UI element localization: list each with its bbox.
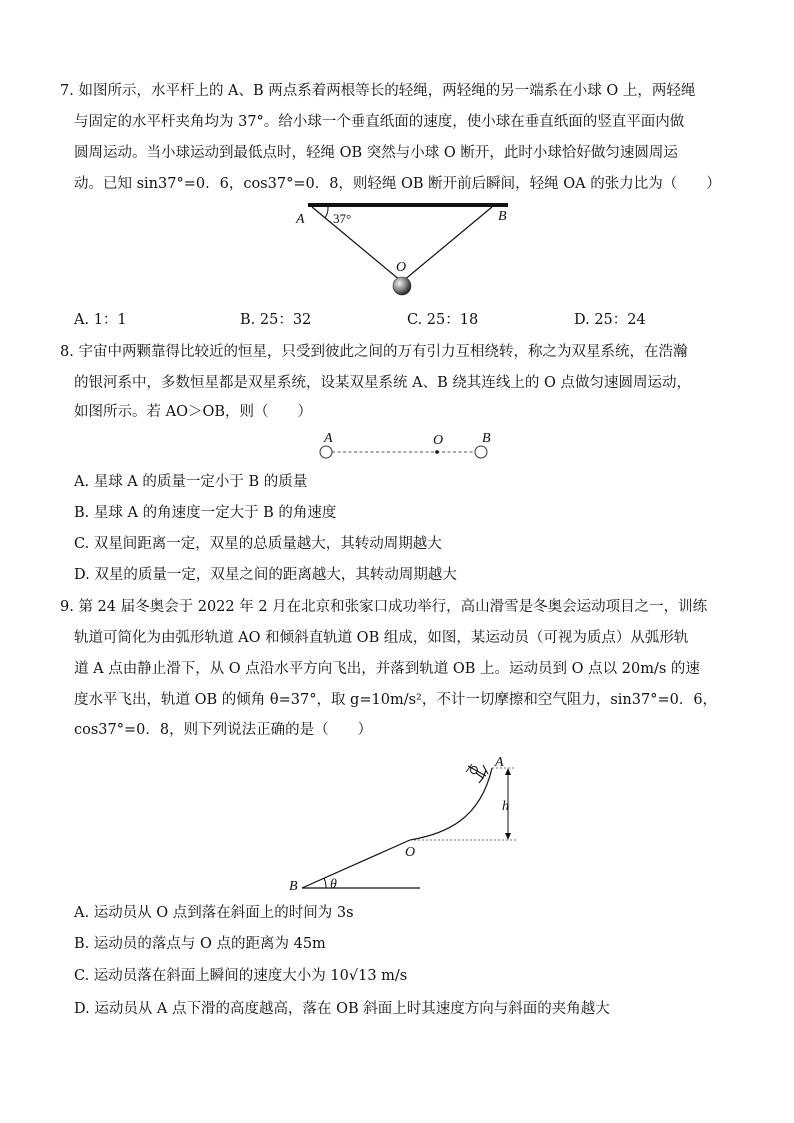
q9-line-4: 度水平飞出，轨道 OB 的倾角 θ=37°，取 g=10m/s²，不计一切摩擦和空气阻力，sin37°=0．6，: [74, 692, 718, 708]
q8-line-3: 如图所示。若 AO＞OB，则（ ）: [74, 404, 313, 420]
q9-line-5: cos37°=0．8，则下列说法正确的是（ ）: [74, 722, 373, 738]
q7-pendulum-figure: [280, 196, 530, 301]
angle-label: 37°: [333, 211, 352, 226]
q9-option-a: A. 运动员从 O 点到落在斜面上的时间为 3s: [74, 905, 354, 921]
center-o: [435, 450, 439, 454]
label-b: B: [289, 879, 298, 894]
q7-line-1: 7. 如图所示，水平杆上的 A、B 两点系着两根等长的轻绳，两轻绳的另一端系在小球 O 上，两轻绳: [60, 83, 696, 99]
label-a: A: [495, 755, 504, 770]
star-b: [475, 446, 487, 458]
q8-line-2: 的银河系中，多数恒星都是双星系统，设某双星系统 A、B 绕其连线上的 O 点做匀速圆周运动，: [74, 375, 691, 391]
label-o: O: [433, 433, 444, 448]
q9-option-c: C. 运动员落在斜面上瞬间的速度大小为 10√13 m/s: [74, 968, 408, 984]
q9-line-3: 道 A 点由静止滑下，从 O 点沿水平方向飞出，并落到轨道 OB 上。运动员到 O 点以 20m/s 的速: [74, 661, 700, 677]
q7-option-d: D. 25：24: [574, 312, 646, 328]
skier-icon: [466, 764, 488, 783]
q8-option-c: C. 双星间距离一定，双星的总质量越大，其转动周期越大: [74, 536, 442, 552]
q9-ski-track-figure: [280, 750, 540, 895]
q7-option-a: A. 1：1: [74, 312, 127, 328]
q8-option-b: B. 星球 A 的角速度一定大于 B 的角速度: [74, 505, 337, 521]
arrow-head-down: [505, 833, 511, 840]
q7-option-b: B. 25：32: [240, 312, 312, 328]
q7-line-3: 圆周运动。当小球运动到最低点时，轻绳 OB 突然与小球 O 断开，此时小球恰好做匀速圆周运: [74, 145, 678, 161]
label-a: A: [296, 212, 305, 227]
label-h: h: [502, 799, 509, 814]
q9-line-2: 轨道可简化为由弧形轨道 AO 和倾斜直轨道 OB 组成，如图，某运动员（可视为质点）从弧形轨: [74, 630, 689, 646]
q8-binary-star-figure: [310, 428, 500, 464]
q9-line-1: 9. 第 24 届冬奥会于 2022 年 2 月在北京和张家口成功举行，高山滑雪是冬奥会运动项目之一，训练: [60, 599, 708, 615]
q8-option-a: A. 星球 A 的质量一定小于 B 的质量: [74, 474, 308, 490]
label-o: O: [396, 260, 407, 275]
q7-line-4: 动。已知 sin37°=0．6，cos37°=0．8，则轻绳 OB 断开前后瞬间，轻绳 OA 的张力比为（ ）: [74, 176, 721, 192]
arrow-head-up: [505, 768, 511, 775]
q8-line-1: 8. 宇宙中两颗靠得比较近的恒星，只受到彼此之间的万有引力互相绕转，称之为双星系统，在浩瀚: [60, 344, 688, 360]
q7-line-2: 与固定的水平杆夹角均为 37°。给小球一个垂直纸面的速度，使小球在垂直纸面的竖直平面内做: [74, 114, 685, 130]
q8-option-d: D. 双星的质量一定，双星之间的距离越大，其转动周期越大: [74, 567, 457, 583]
label-b: B: [498, 209, 507, 224]
rope-ob: [403, 207, 492, 281]
star-a: [320, 446, 332, 458]
label-theta: θ: [330, 877, 337, 892]
q9-option-d: D. 运动员从 A 点下滑的高度越高，落在 OB 斜面上时其速度方向与斜面的夹角越大: [74, 1001, 610, 1017]
q9-option-b: B. 运动员的落点与 O 点的距离为 45m: [74, 936, 326, 952]
ball-o: [393, 277, 411, 295]
arc-track-ao: [410, 768, 492, 840]
angle-arc: [325, 207, 328, 218]
label-b: B: [482, 431, 491, 446]
theta-arc: [324, 878, 326, 888]
q7-option-c: C. 25：18: [407, 312, 479, 328]
incline-ob: [302, 840, 410, 888]
label-o: O: [405, 845, 416, 860]
label-a: A: [324, 431, 333, 446]
